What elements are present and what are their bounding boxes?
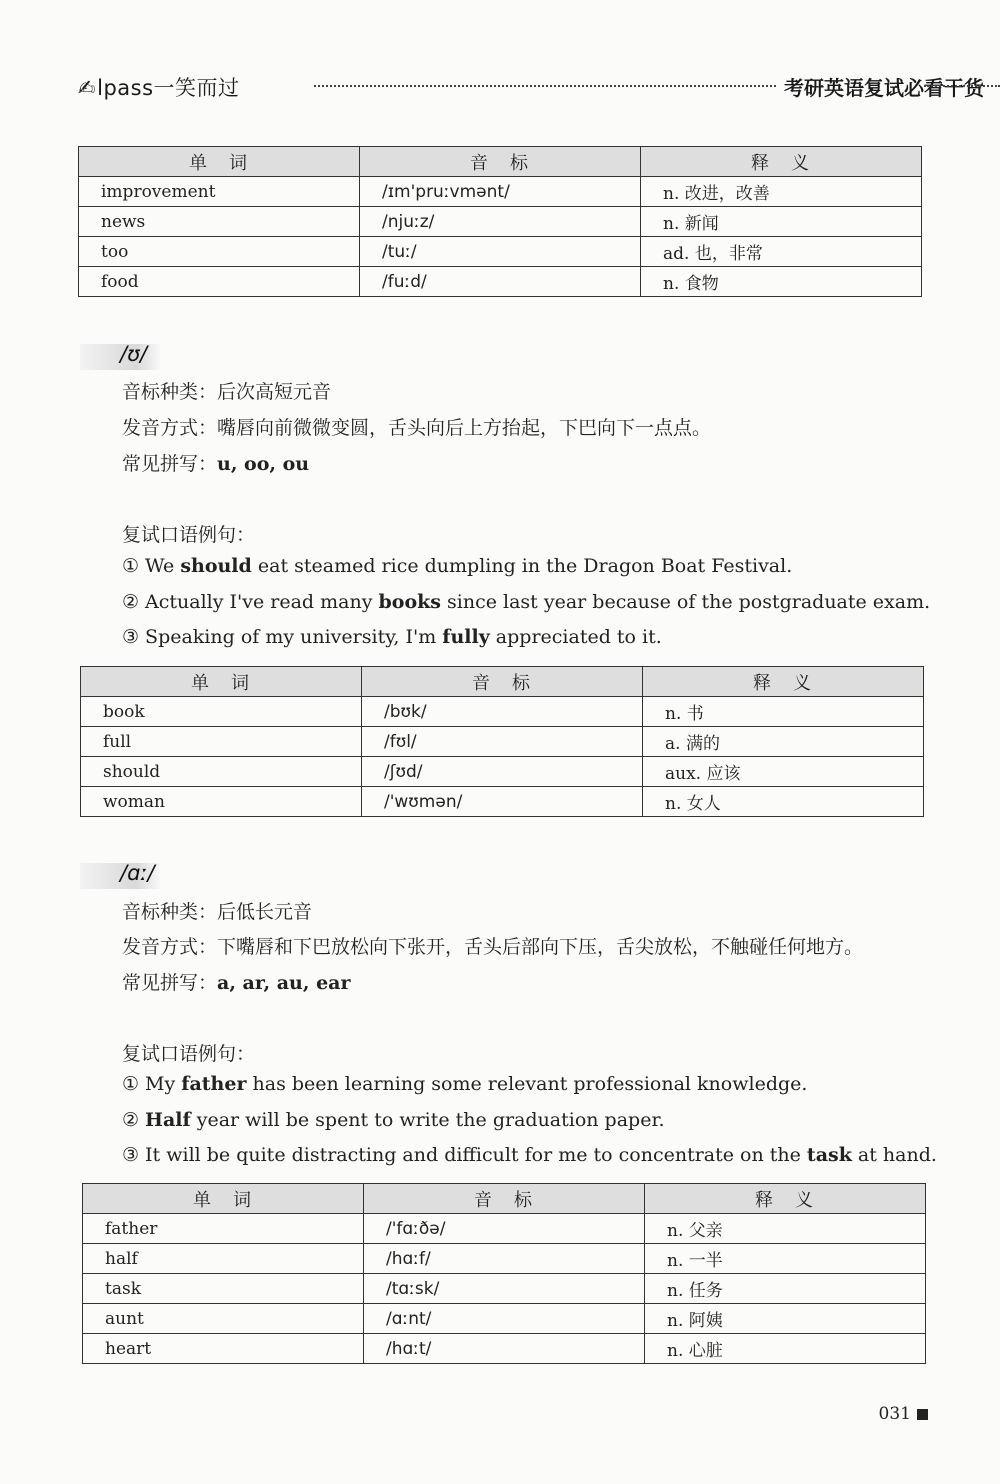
- table-row: [81, 757, 924, 787]
- example-number: ②: [122, 591, 140, 613]
- word-cell: aunt: [83, 1304, 364, 1334]
- meaning-cell: n. 食物: [641, 267, 922, 297]
- word-cell: too: [79, 237, 360, 267]
- meaning-cell: n. 一半: [645, 1244, 926, 1274]
- examples-label: 复试口语例句：: [122, 1043, 256, 1065]
- example-sentence: [122, 1073, 807, 1095]
- example-keyword: should: [180, 555, 252, 577]
- meaning-cell: ad. 也，非常: [641, 237, 922, 267]
- ipa-cell: /ɪm'pruːvmənt/: [360, 177, 641, 207]
- meaning-cell: n. 任务: [645, 1274, 926, 1304]
- header-meaning: 释 义: [643, 667, 924, 697]
- ipa-cell: /'wʊmən/: [362, 787, 643, 817]
- table-row: [83, 1304, 926, 1334]
- table-row: [79, 177, 922, 207]
- example-sentence: [122, 555, 792, 577]
- ipa-cell: /hɑːt/: [364, 1334, 645, 1364]
- word-cell: book: [81, 697, 362, 727]
- ipa-cell: /fuːd/: [360, 267, 641, 297]
- brand: [78, 72, 240, 102]
- label: 常见拼写：: [122, 972, 218, 994]
- example-number: ①: [122, 555, 140, 577]
- phoneme-heading: [80, 344, 160, 370]
- example-text: since last year because of the postgraduate exam.: [441, 591, 931, 613]
- example-text: at hand.: [851, 1144, 937, 1166]
- header-meaning: 释 义: [641, 147, 922, 177]
- value: 后低长元音: [217, 901, 313, 923]
- example-sentence: [122, 591, 930, 613]
- word-cell: task: [83, 1274, 364, 1304]
- table-row: [79, 207, 922, 237]
- phoneme-type: [122, 897, 312, 924]
- example-keyword: books: [378, 591, 441, 613]
- table-row: [83, 1334, 926, 1364]
- word-cell: half: [83, 1244, 364, 1274]
- example-keyword: fully: [442, 626, 490, 648]
- meaning-cell: n. 书: [643, 697, 924, 727]
- brand-logo-icon: ✍: [78, 76, 97, 100]
- ipa-cell: /'fɑːðə/: [364, 1214, 645, 1244]
- ipa-cell: /tɑːsk/: [364, 1274, 645, 1304]
- square-icon: [917, 1409, 928, 1420]
- header-ipa: 音 标: [364, 1184, 645, 1214]
- example-text: has been learning some relevant professional knowledge.: [246, 1073, 808, 1095]
- example-sentence: [122, 626, 662, 648]
- example-text: eat steamed rice dumpling in the Dragon Boat Festival.: [251, 555, 793, 577]
- header-ipa: 音 标: [362, 667, 643, 697]
- vocab-table-1: [78, 146, 922, 297]
- word-cell: full: [81, 727, 362, 757]
- table-row: [81, 787, 924, 817]
- word-cell: woman: [81, 787, 362, 817]
- label: 音标种类：: [122, 901, 218, 923]
- vocab-table-3: [82, 1183, 926, 1364]
- value: u, oo, ou: [217, 453, 310, 475]
- value: 下嘴唇和下巴放松向下张开，舌头后部向下压，舌尖放松，不触碰任何地方。: [217, 936, 864, 958]
- meaning-cell: n. 新闻: [641, 207, 922, 237]
- page-number: [879, 1404, 928, 1424]
- header-divider: [314, 85, 776, 87]
- phoneme-heading: [80, 863, 160, 889]
- word-cell: father: [83, 1214, 364, 1244]
- example-number: ③: [122, 1144, 140, 1166]
- example-sentence: [122, 1144, 937, 1166]
- header-word: 单 词: [79, 147, 360, 177]
- table-row: [81, 697, 924, 727]
- example-number: ①: [122, 1073, 140, 1095]
- example-number: ③: [122, 626, 140, 648]
- pronunciation-method: [122, 932, 863, 959]
- phoneme-symbol: /ʊ/: [120, 342, 148, 366]
- ipa-cell: /ɑːnt/: [364, 1304, 645, 1334]
- value: 嘴唇向前微微变圆，舌头向后上方抬起，下巴向下一点点。: [217, 417, 712, 439]
- phoneme-symbol: /ɑː/: [120, 861, 155, 885]
- example-text: appreciated to it.: [489, 626, 662, 648]
- phoneme-type: [122, 377, 331, 404]
- meaning-cell: n. 心脏: [645, 1334, 926, 1364]
- example-keyword: Half: [145, 1109, 191, 1131]
- common-spelling: [122, 449, 309, 476]
- value: 后次高短元音: [217, 381, 332, 403]
- header-divider: [924, 85, 1000, 87]
- label: 常见拼写：: [122, 453, 218, 475]
- example-keyword: father: [181, 1073, 247, 1095]
- word-cell: heart: [83, 1334, 364, 1364]
- example-sentence: [122, 1109, 665, 1131]
- header-title: 考研英语复试必看干货: [784, 76, 984, 100]
- meaning-cell: n. 女人: [643, 787, 924, 817]
- ipa-cell: /bʊk/: [362, 697, 643, 727]
- meaning-cell: aux. 应该: [643, 757, 924, 787]
- label: 音标种类：: [122, 381, 218, 403]
- word-cell: should: [81, 757, 362, 787]
- example-keyword: task: [806, 1144, 852, 1166]
- table-row: [79, 267, 922, 297]
- examples-label: 复试口语例句：: [122, 524, 256, 546]
- header-word: 单 词: [83, 1184, 364, 1214]
- table-header-row: [81, 667, 924, 697]
- meaning-cell: n. 阿姨: [645, 1304, 926, 1334]
- example-text: Speaking of my university, I'm: [145, 626, 443, 648]
- example-text: It will be quite distracting and difficult for me to concentrate on the: [145, 1144, 807, 1166]
- common-spelling: [122, 968, 351, 995]
- ipa-cell: /hɑːf/: [364, 1244, 645, 1274]
- example-text: We: [145, 555, 181, 577]
- header-word: 单 词: [81, 667, 362, 697]
- page-number-text: 031: [878, 1404, 911, 1424]
- word-cell: food: [79, 267, 360, 297]
- table-row: [79, 237, 922, 267]
- word-cell: news: [79, 207, 360, 237]
- example-number: ②: [122, 1109, 140, 1131]
- table-row: [83, 1214, 926, 1244]
- table-header-row: [83, 1184, 926, 1214]
- table-row: [83, 1274, 926, 1304]
- ipa-cell: /ʃʊd/: [362, 757, 643, 787]
- table-header-row: [79, 147, 922, 177]
- pronunciation-method: [122, 413, 711, 440]
- vocab-table-2: [80, 666, 924, 817]
- meaning-cell: a. 满的: [643, 727, 924, 757]
- table-row: [81, 727, 924, 757]
- page-header: [78, 72, 1000, 102]
- word-cell: improvement: [79, 177, 360, 207]
- value: a, ar, au, ear: [217, 972, 351, 994]
- header-meaning: 释 义: [645, 1184, 926, 1214]
- example-text: year will be spent to write the graduation paper.: [190, 1109, 665, 1131]
- ipa-cell: /njuːz/: [360, 207, 641, 237]
- header-ipa: 音 标: [360, 147, 641, 177]
- table-row: [83, 1244, 926, 1274]
- ipa-cell: /tuː/: [360, 237, 641, 267]
- example-text: Actually I've read many: [145, 591, 379, 613]
- meaning-cell: n. 父亲: [645, 1214, 926, 1244]
- brand-name: lpass一笑而过: [97, 76, 240, 100]
- example-text: My: [145, 1073, 182, 1095]
- meaning-cell: n. 改进，改善: [641, 177, 922, 207]
- label: 发音方式：: [122, 417, 218, 439]
- ipa-cell: /fʊl/: [362, 727, 643, 757]
- label: 发音方式：: [122, 936, 218, 958]
